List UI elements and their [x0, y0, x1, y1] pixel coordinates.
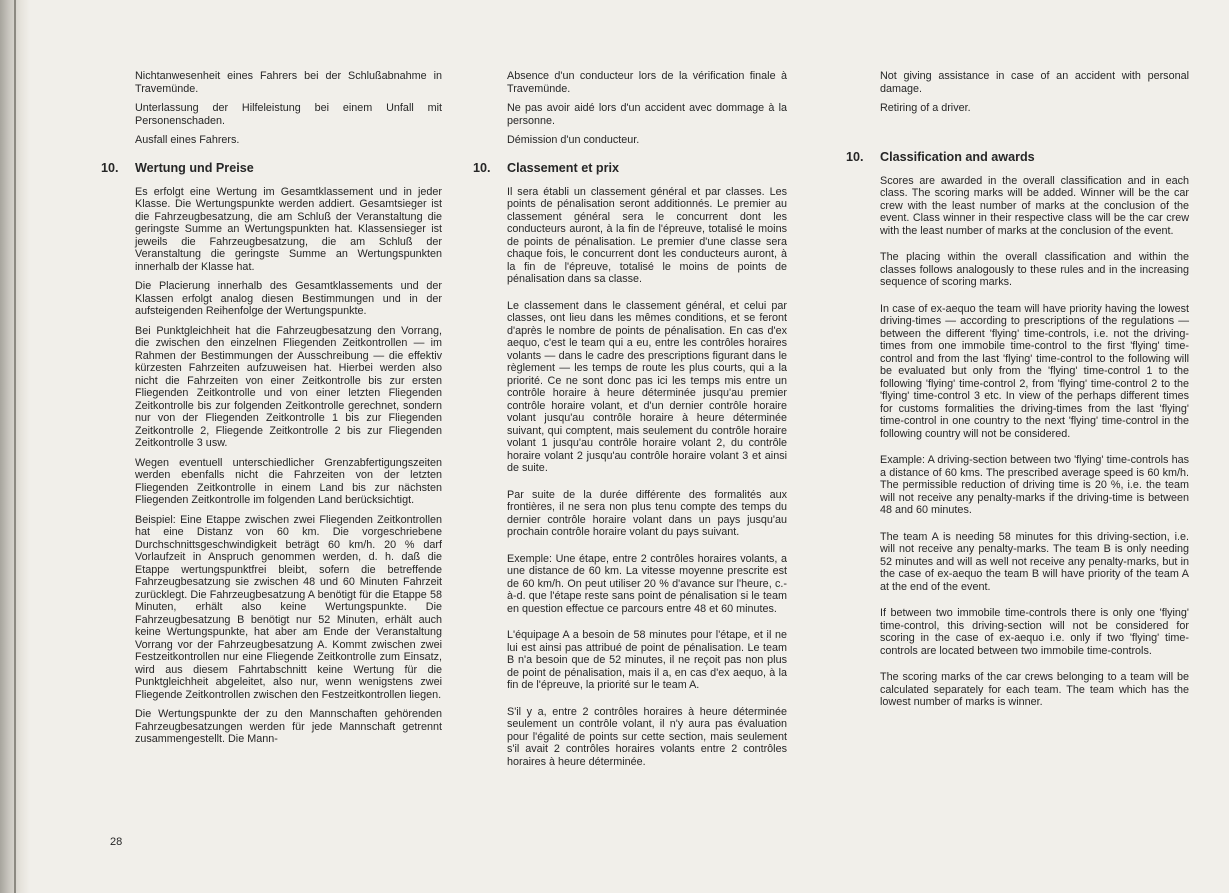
german-paragraph-1: Es erfolgt eine Wertung im Gesamtklassement und in jeder Klasse. Die Wertungspunkte werden addiert. Gesamtsieger ist die Fahrzeugbesatzung, die am Schluß der Veranstaltung die geringste Summe an Wertungspunkten hat. Klassensieger ist jeweils die Fahrzeugbesatzung, die am Schluß der Veranstaltung die geringste Summe an Wertungspunkten innerhalb der Klasse hat.: [135, 185, 442, 273]
german-section-title: Wertung und Preise: [135, 160, 254, 175]
english-paragraph-1: Scores are awarded in the overall classification and in each class. The scoring marks will be added. Winner will be the car crew with the least number of marks at the conclusion of the event. Class winner in their respective class will be the car crew with the least number of marks at the conclusion of the event.: [880, 174, 1189, 237]
french-paragraph-3: Par suite de la durée différente des formalités aux frontières, il ne sera non plus tenu compte des temps du dernier contrôle horaire volant dans un pays jusqu'au prochain contrôle horaire volant du pays suivant.: [507, 488, 787, 538]
french-intro-3: Démission d'un conducteur.: [507, 134, 640, 146]
english-paragraph-5: The team A is needing 58 minutes for this driving-section, i.e. will not receive any penalty-marks. The team B is only needing 52 minutes and will as well not receive any penalty-marks, but in the case of ex-aequo the team B will have priority of the team A at the end of the event.: [880, 530, 1189, 593]
german-paragraph-3: Bei Punktgleichheit hat die Fahrzeugbesatzung den Vorrang, die zwischen den einzelnen Fliegenden Zeitkontrollen — im Rahmen der Bestimmungen der Ausschreibung — die effektiv kürzesten Fahrzeiten aufzuweisen hat. Hierbei werden also nicht die Fahrzeiten von einer Zeitkontrolle bis zur ersten Fliegenden Zeitkontrolle und von einer letzten Fliegenden Zeitkontrolle bis zur folgenden Zeitkontrolle gerechnet, sondern nur von der Fliegenden Zeitkontrolle 1 bis zur Fliegenden Zeitkontrolle 2, Fliegende Zeitkontrolle 2 bis zur Fliegenden Zeitkontrolle 3 usw.: [135, 324, 442, 449]
english-section-number: 10.: [846, 149, 864, 164]
english-paragraph-2: The placing within the overall classification and within the classes follows analogously to these rules and in the increasing sequence of scoring marks.: [880, 251, 1189, 288]
german-section-number: 10.: [101, 160, 119, 175]
german-intro-3: Ausfall eines Fahrers.: [135, 134, 240, 146]
german-paragraph-4: Wegen eventuell unterschiedlicher Grenzabfertigungszeiten werden ebenfalls nicht die Fahrzeiten von der letzten Fliegenden Zeitkontrolle in einem Land bis zur nächsten Fliegenden Zeitkontrolle im folgenden Land berücksichtigt.: [135, 456, 442, 506]
english-paragraph-6: If between two immobile time-controls there is only one 'flying' time-control, this driving-section will not be considered for scoring in the case of ex-aequo i.e. only if two 'flying' time-controls are located between two immobile time-controls.: [880, 607, 1189, 657]
german-intro-1: Nichtanwesenheit eines Fahrers bei der Schlußabnahme in Travemünde.: [135, 70, 442, 95]
english-paragraph-4: Example: A driving-section between two 'flying' time-controls has a distance of 60 kms. The prescribed average speed is 60 km/h. The permissible reduction of driving time is 20 %, i.e. the team will not receive any penalty-marks if the driving-time is between 48 and 60 minutes.: [880, 454, 1189, 516]
english-intro-1: Not giving assistance in case of an accident with personal damage.: [880, 70, 1189, 95]
german-paragraph-6: Die Wertungspunkte der zu den Mannschaften gehörenden Fahrzeugbesatzungen werden für jede Mannschaft getrennt zusammengestellt. Die Mann-: [135, 708, 442, 745]
german-intro-2: Unterlassung der Hilfeleistung bei einem Unfall mit Personenschaden.: [135, 102, 442, 127]
french-intro-2: Ne pas avoir aidé lors d'un accident avec dommage à la personne.: [507, 102, 787, 127]
french-intro-1: Absence d'un conducteur lors de la vérification finale à Travemünde.: [507, 70, 787, 95]
french-paragraph-4: Exemple: Une étape, entre 2 contrôles horaires volants, a une distance de 60 km. La vitesse moyenne prescrite est de 60 km/h. On peut utiliser 20 % d'avance sur l'heure, c.-à-d. que l'étape reste sans point de pénalisation si le team en question effectue ce parcours entre 48 et 60 minutes.: [507, 552, 787, 615]
french-section-number: 10.: [473, 160, 491, 175]
french-column: [473, 70, 787, 775]
german-paragraph-2: Die Placierung innerhalb des Gesamtklassements und der Klassen erfolgt analog diesen Bestimmungen und in der aufsteigenden Reihenfolge der Wertungspunkte.: [135, 280, 442, 317]
french-section-heading: [473, 160, 787, 176]
english-paragraph-3: In case of ex-aequo the team will have priority having the lowest driving-times — according to prescriptions of the regulations — between the different 'flying' time-controls, i.e. not the driving-times from one immobile time-control to the first 'flying' time-control and from the last 'flying' time-control to the following will be evaluated but only from the 'flying' time-control 1 to the following 'flying' time-control 2, from 'flying' time-control 2 to the 'flying' time-control 3 etc. In view of the perhaps different times for customs formalities the driving-times from the last 'flying' time-control in one country to the next 'flying' time-control in the following country will not be considered.: [880, 302, 1189, 440]
french-paragraph-1: Il sera établi un classement général et par classes. Les points de pénalisation seront additionnés. Le premier au classement général sera le concurrent dont les conducteurs auront, à la fin de l'épreuve, totalisé le moins de points de pénalisation. Le premier d'une classe sera chaque fois, le concurrent dont les conducteurs auront, à la fin de l'épreuve, totalisé le moins de points de pénalisation dans sa classe.: [507, 185, 787, 285]
english-section-heading: [846, 149, 1189, 165]
german-column: [101, 70, 442, 753]
german-section-heading: [101, 160, 442, 176]
english-column: [846, 70, 1189, 716]
page-number: 28: [110, 836, 123, 848]
german-paragraph-5: Beispiel: Eine Etappe zwischen zwei Fliegenden Zeitkontrollen hat eine Distanz von 60 km. Die vorgeschriebene Durchschnittsgeschwindigkeit beträgt 60 km/h. 20 % darf Vorlaufzeit in Anspruch genommen werden, d. h. daß die Etappe wertungspunktfrei bleibt, sofern die betreffende Fahrzeugbesatzung sie zwischen 48 und 60 Minuten Fahrzeit zurücklegt. Die Fahrzeugbesatzung A benötigt für die Etappe 58 Minuten, erhält also keine Wertungspunkte. Die Fahrzeugbesatzung B benötigt nur 52 Minuten, erhält auch keine Wertungspunkte, hat aber am Ende der Veranstaltung Vorrang vor der Fahrzeugbesatzung A. Kommt zwischen zwei Festzeitkontrollen nur eine Fliegende Zeitkontrolle zum Einsatz, wird aus diesem Fahrtabschnitt keine Wertung für die Punktgleichheit abgeleitet, also nur, wenn wenigstens zwei Fliegende Zeitkontrollen zwischen den Festzeitkontrollen liegen.: [135, 513, 442, 701]
english-paragraph-7: The scoring marks of the car crews belonging to a team will be calculated separately for each team. The team which has the lowest number of marks is winner.: [880, 671, 1189, 708]
binding-edge: [14, 0, 16, 893]
french-section-title: Classement et prix: [507, 160, 619, 175]
french-paragraph-2: Le classement dans le classement général, et celui par classes, ont lieu dans les mêmes conditions, et se feront d'après le nombre de points de pénalisation. En cas d'ex aequo, c'est le team qui a eu, entre les contrôles horaires volants — dans le cadre des prescriptions figurant dans le règlement — les temps de route les plus courts, qui a la priorité. Ce ne sont donc pas ici les temps mis entre un contrôle horaire à heure déterminée jusqu'au premier contrôle horaire volant, et d'un dernier contrôle horaire volant jusqu'au contrôle horaire à heure déterminée suivant, qui comptent, mais seulement du contrôle horaire volant 1 jusqu'au contrôle horaire volant 2, du contrôle horaire volant 2 jusqu'au contrôle horaire volant 3 et ainsi de suite.: [507, 299, 787, 474]
english-intro-2: Retiring of a driver.: [880, 102, 971, 114]
french-paragraph-6: S'il y a, entre 2 contrôles horaires à heure déterminée seulement un contrôle volant, il n'y aura pas évaluation pour l'égalité de points sur cette section, mais seulement s'il avait 2 contrôles horaires volants entre 2 contrôles horaires à heure déterminée.: [507, 705, 787, 768]
french-paragraph-5: L'équipage A a besoin de 58 minutes pour l'étape, et il ne lui est ainsi pas attribué de point de pénalisation. Le team B n'a besoin que de 52 minutes, il ne reçoit pas non plus de point de pénalisation, mais il a, en cas d'ex aequo, à la fin de l'épreuve, la priorité sur le team A.: [507, 629, 787, 691]
english-section-title: Classification and awards: [880, 149, 1035, 164]
